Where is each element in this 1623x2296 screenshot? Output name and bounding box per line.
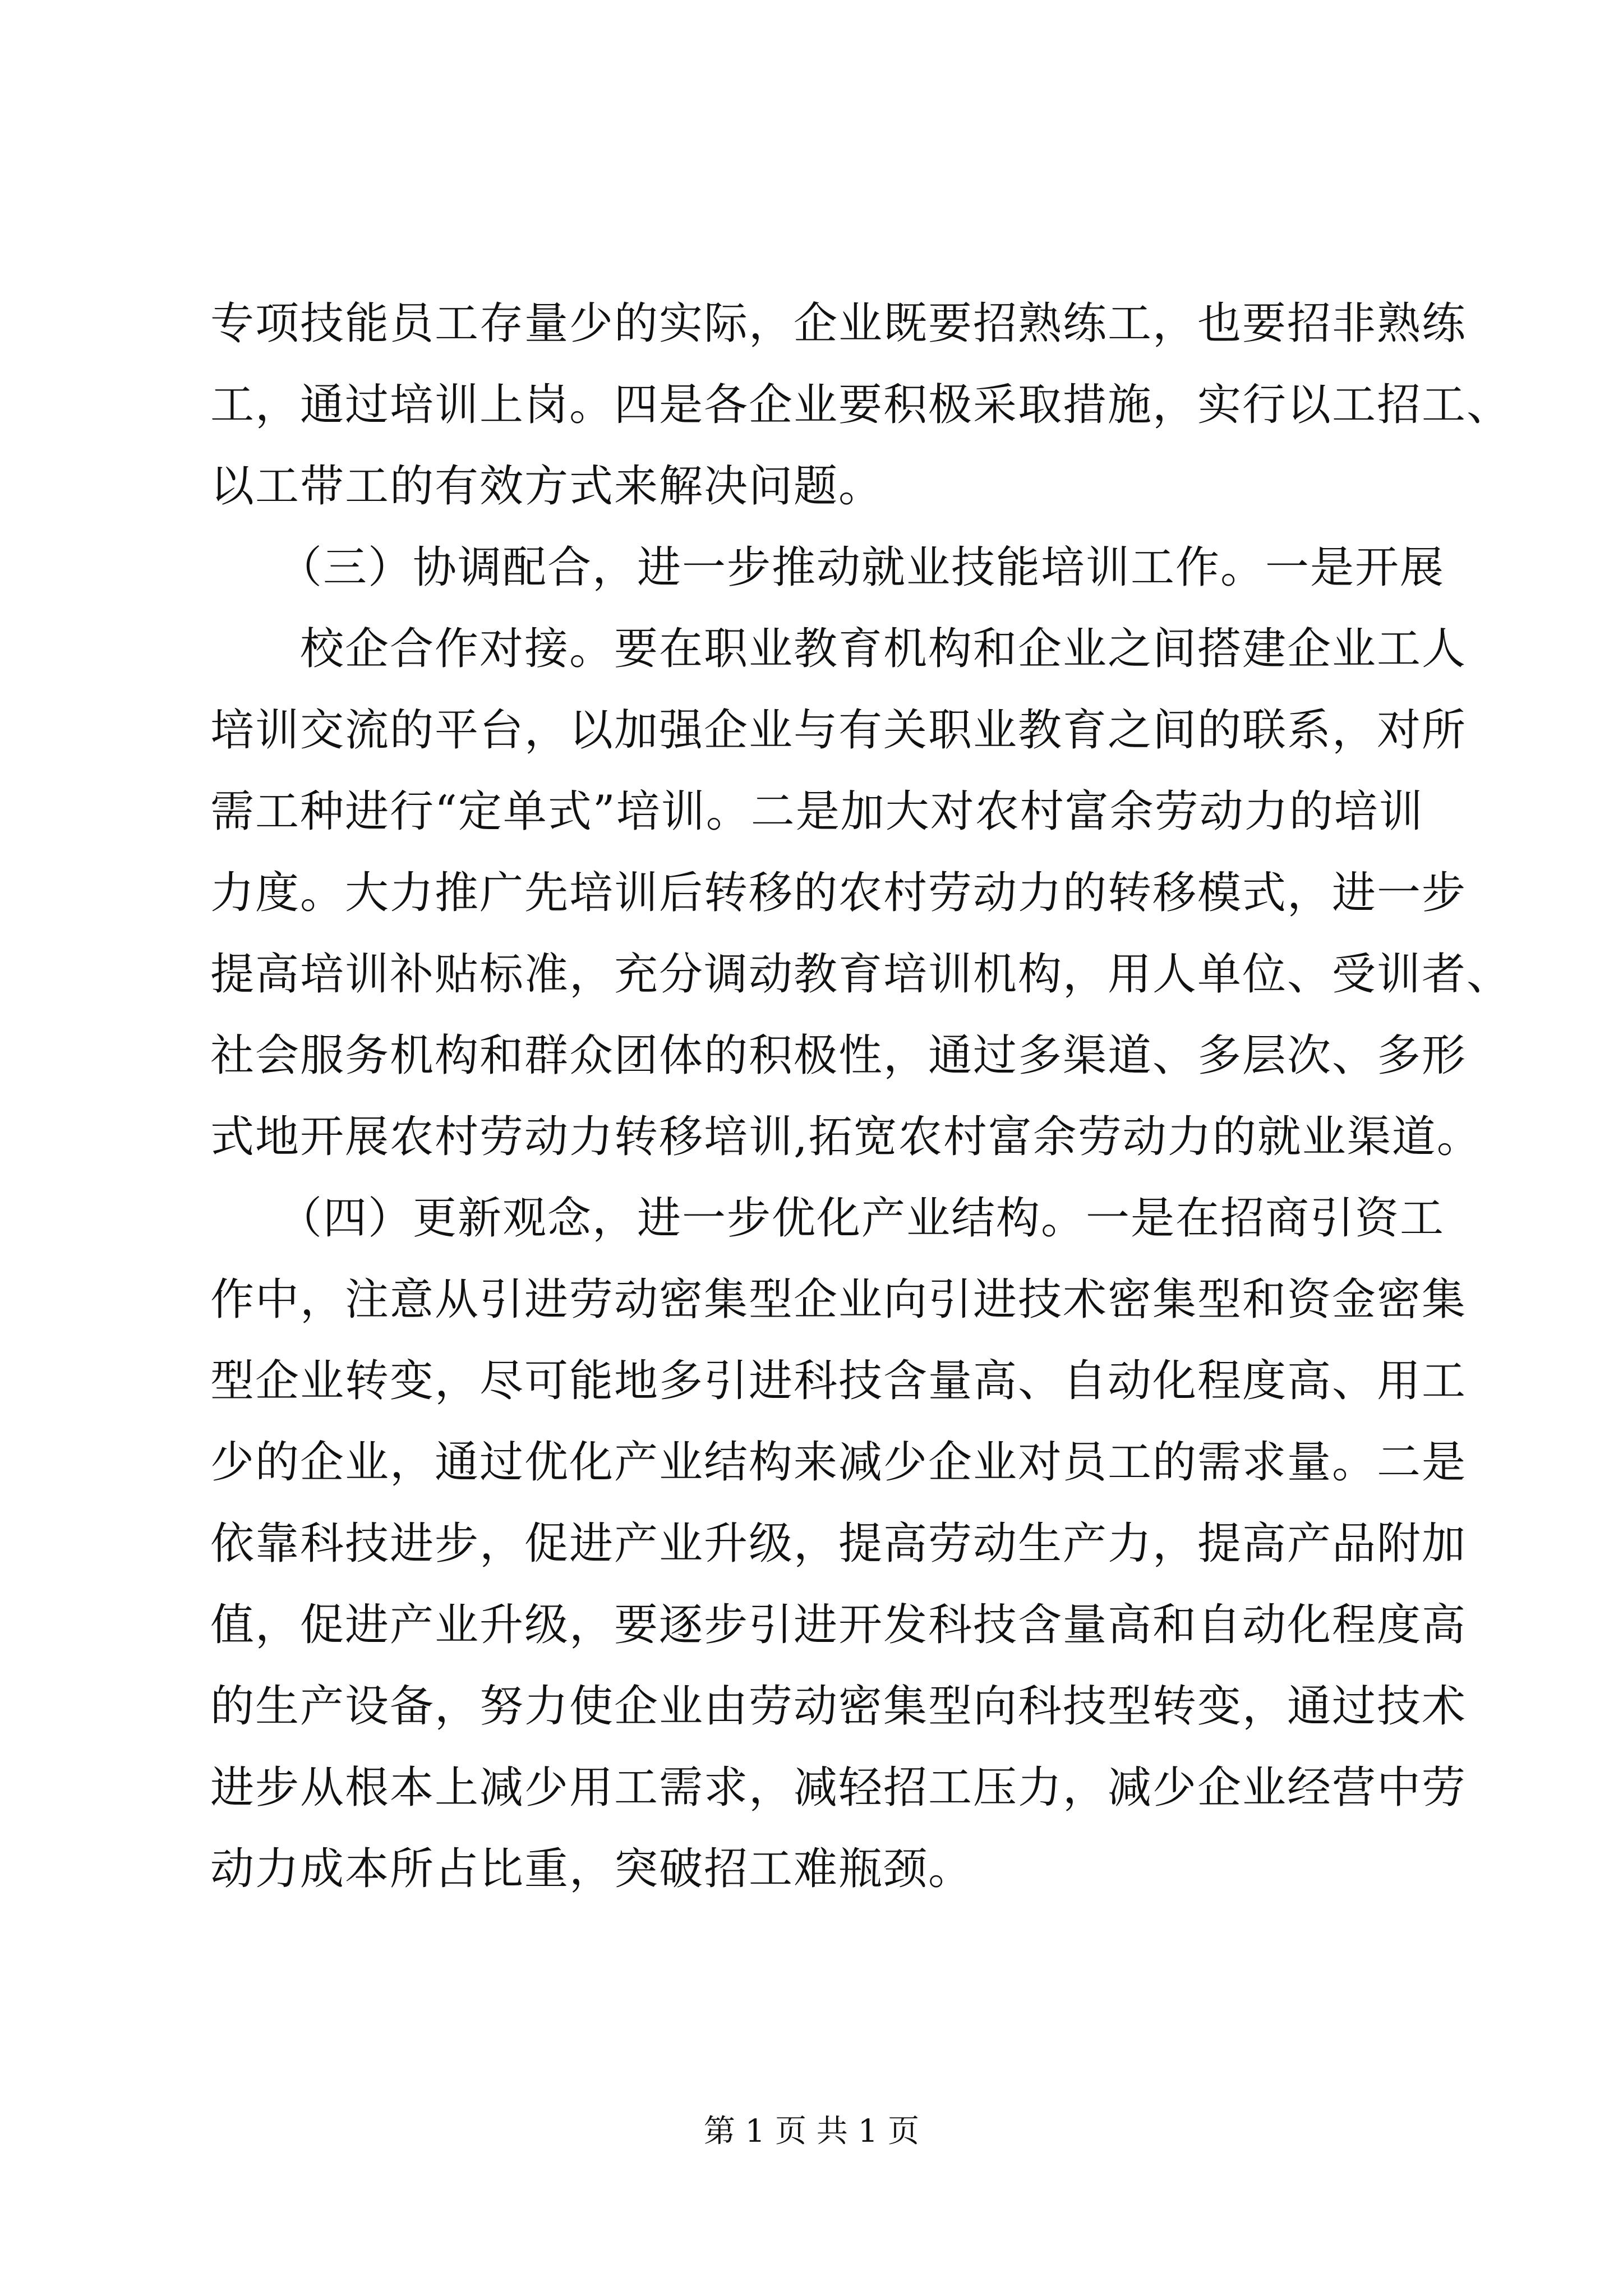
text-line: 少的企业，通过优化产业结构来减少企业对员工的需求量。二是 — [210, 1437, 1467, 1488]
text-line: （三）协调配合，进一步推动就业技能培训工作。一是开展 — [210, 542, 1445, 593]
text-line: 型企业转变，尽可能地多引进科技含量高、自动化程度高、用工 — [210, 1356, 1467, 1406]
text-line: 专项技能员工存量少的实际，企业既要招熟练工，也要招非熟练 — [210, 298, 1467, 349]
text-line: 社会服务机构和群众团体的积极性，通过多渠道、多层次、多形 — [210, 1030, 1467, 1081]
text-line: 力度。大力推广先培训后转移的农村劳动力的转移模式，进一步 — [210, 868, 1467, 918]
text-line: （四）更新观念，进一步优化产业结构。一是在招商引资工 — [210, 1193, 1445, 1244]
text-line: 作中，注意从引进劳动密集型企业向引进技术密集型和资金密集 — [210, 1274, 1467, 1325]
text-line: 式地开展农村劳动力转移培训,拓宽农村富余劳动力的就业渠道。 — [210, 1112, 1482, 1162]
text-line: 需工种进行“定单式”培训。二是加大对农村富余劳动力的培训 — [210, 786, 1424, 837]
text-line: 的生产设备，努力使企业由劳动密集型向科技型转变，通过技术 — [210, 1681, 1467, 1732]
body-text — [210, 283, 1512, 1910]
text-line: 进步从根本上减少用工需求，减轻招工压力，减少企业经营中劳 — [210, 1763, 1467, 1813]
page-number: 第 1 页 共 1 页 — [703, 2113, 920, 2150]
text-line: 以工带工的有效方式来解决问题。 — [210, 461, 884, 512]
text-line: 校企合作对接。要在职业教育机构和企业之间搭建企业工人 — [210, 624, 1467, 674]
text-line: 培训交流的平台，以加强企业与有关职业教育之间的联系，对所 — [210, 705, 1467, 756]
text-line: 动力成本所占比重，突破招工难瓶颈。 — [210, 1844, 974, 1894]
text-line: 依靠科技进步，促进产业升级，提高劳动生产力，提高产品附加 — [210, 1519, 1467, 1569]
text-line: 值，促进产业升级，要逐步引进开发科技含量高和自动化程度高 — [210, 1600, 1467, 1650]
text-line: 工，通过培训上岗。四是各企业要积极采取措施，实行以工招工、 — [210, 380, 1512, 430]
page-footer — [0, 2109, 1623, 2154]
text-line: 提高培训补贴标准，充分调动教育培训机构，用人单位、受训者、 — [210, 949, 1512, 1000]
